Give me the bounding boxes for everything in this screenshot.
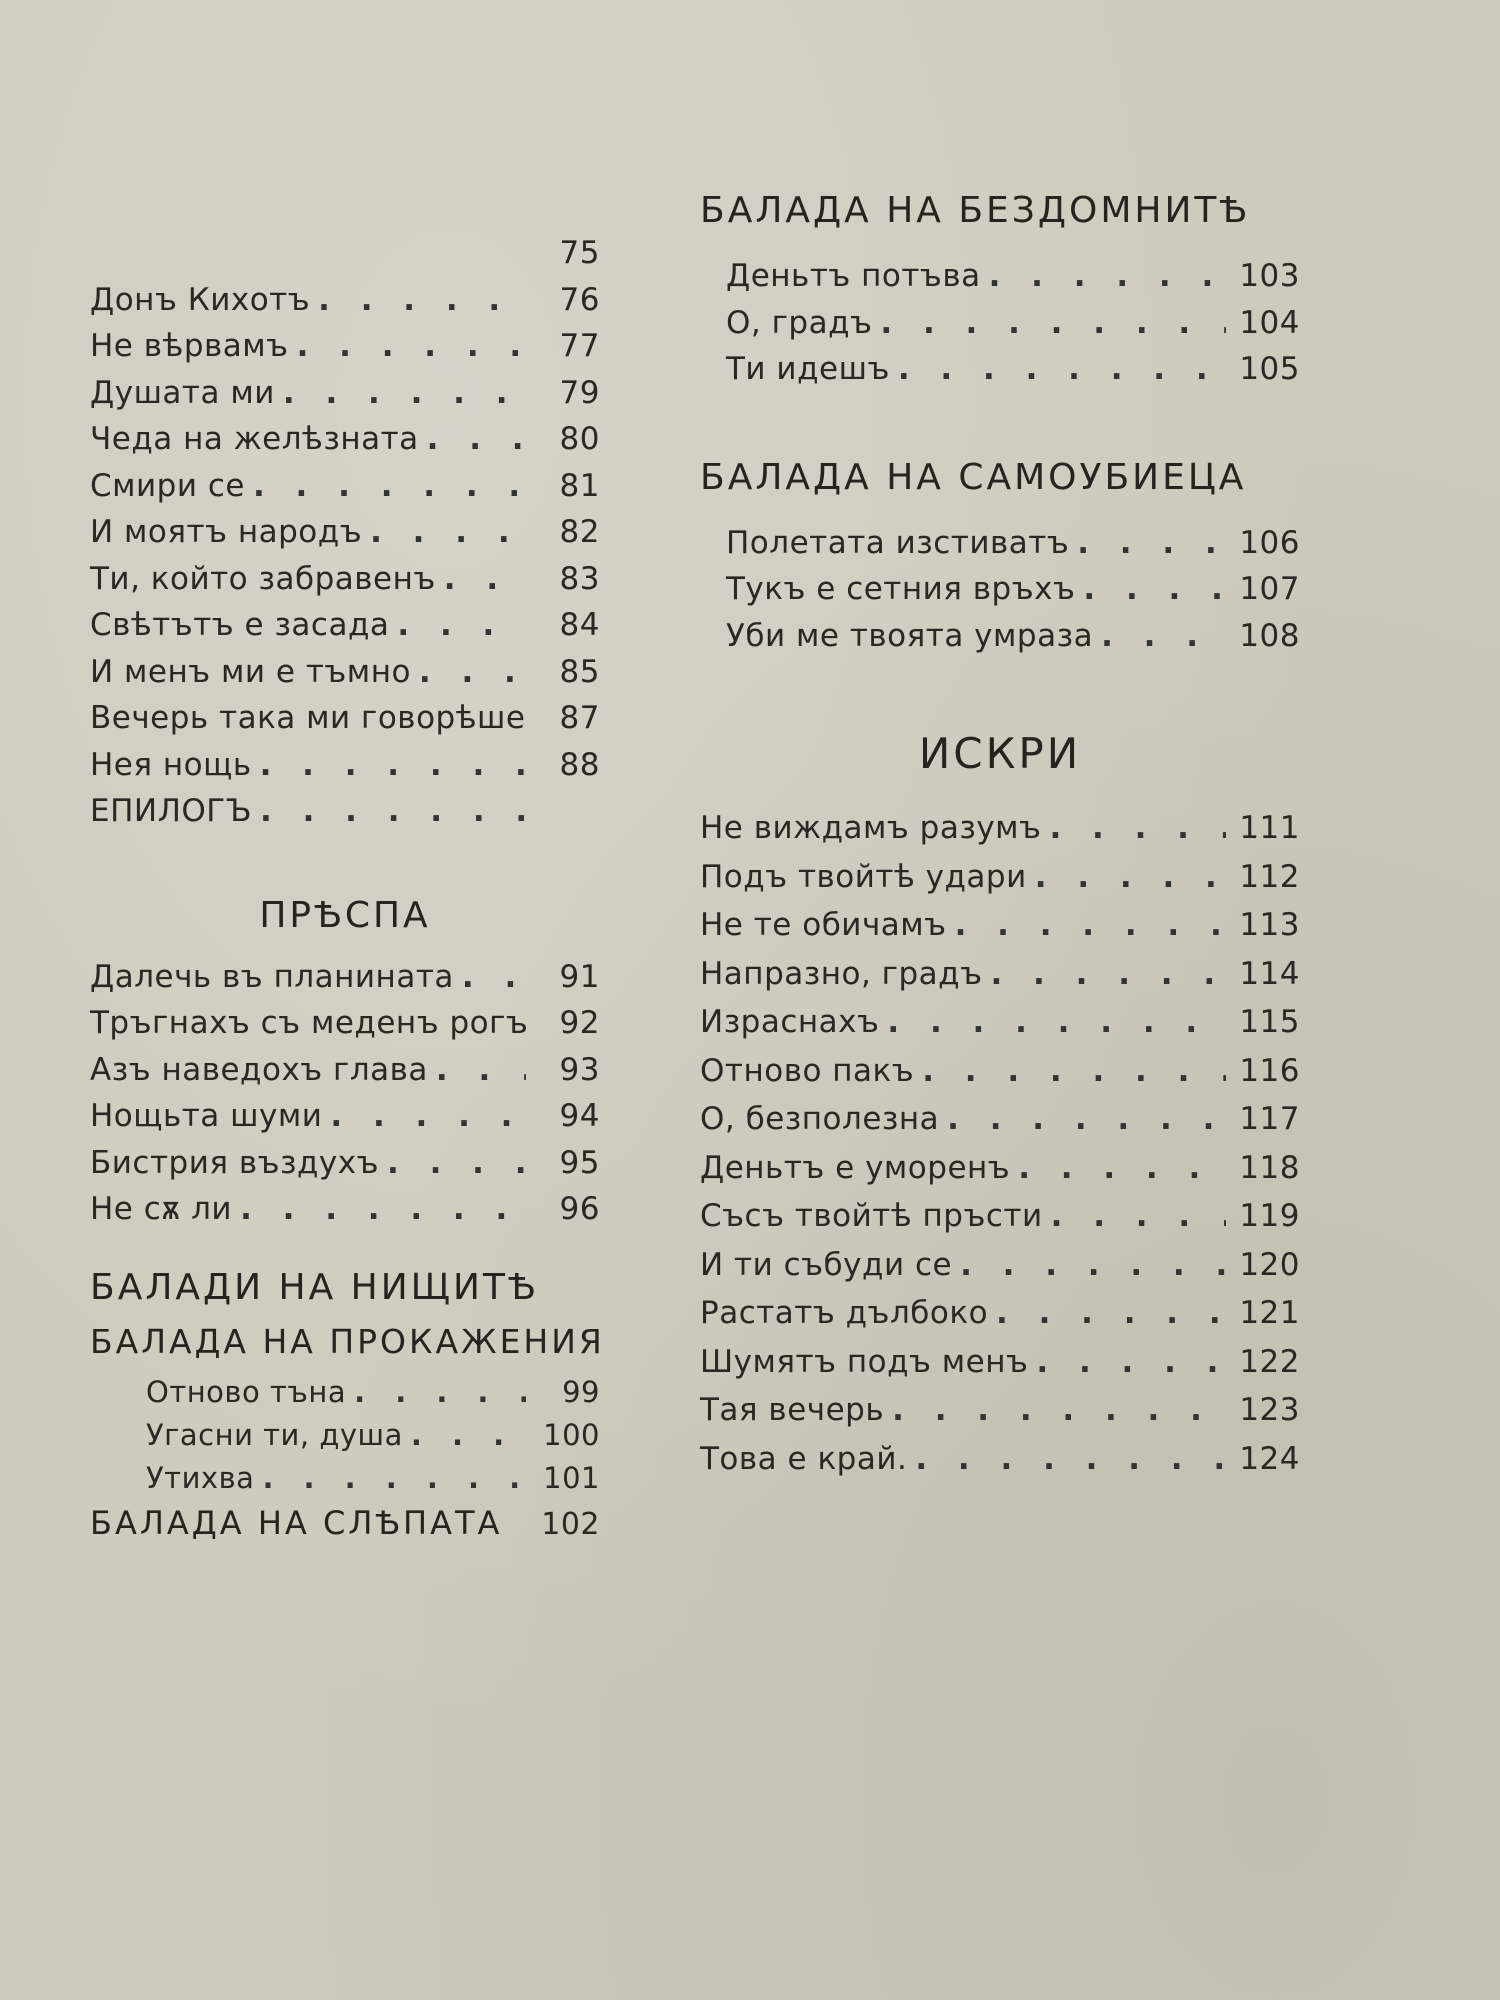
toc-entry-page: 103 xyxy=(1239,258,1300,294)
leader-dots xyxy=(1077,520,1226,567)
toc-entry xyxy=(90,742,600,789)
toc-entry-page: 95 xyxy=(559,1144,600,1181)
toc-entry xyxy=(700,613,1300,660)
toc-entry-page: 99 xyxy=(562,1374,600,1409)
leader-dots xyxy=(880,300,1226,347)
leader-dots xyxy=(387,1140,526,1187)
leader-dots xyxy=(1049,804,1226,853)
toc-entry-page: 105 xyxy=(1239,351,1300,387)
leader-dots xyxy=(354,1371,526,1414)
toc-entry-page: 107 xyxy=(1239,571,1300,607)
toc-entry-page: 113 xyxy=(1239,907,1300,943)
toc-entry xyxy=(90,1047,600,1094)
leader-dots xyxy=(262,1457,526,1500)
leader-dots xyxy=(947,1095,1226,1144)
toc-entry xyxy=(700,346,1300,393)
leader-dots xyxy=(397,602,526,649)
toc-entry-title: Отново тъна xyxy=(146,1374,347,1409)
leader-dots xyxy=(370,509,526,556)
leader-dots xyxy=(318,277,526,324)
toc-entry xyxy=(700,998,1300,1047)
toc-entry-title: Душата ми xyxy=(90,374,275,411)
toc-entry-title: Съсъ твойтѣ пръсти xyxy=(700,1198,1043,1234)
toc-entry-title: Деньтъ е уморенъ xyxy=(700,1149,1011,1186)
toc-entry-page: 117 xyxy=(1239,1101,1300,1137)
toc-entry xyxy=(90,1186,600,1233)
toc-entry-title: Вечерь така ми говорѣше xyxy=(90,700,526,736)
toc-entry-page: 87 xyxy=(559,700,600,736)
toc-entry-title: Израснахъ xyxy=(700,1004,880,1040)
toc-entry-page: 77 xyxy=(559,328,600,364)
toc-entry xyxy=(90,1500,600,1549)
toc-entry-title: Утихва xyxy=(146,1460,255,1495)
toc-entry-title: Свѣтътъ е засада xyxy=(90,607,390,643)
leader-dots xyxy=(1101,613,1226,660)
toc-entry-page: 92 xyxy=(559,1005,600,1041)
toc-entry-title: Шумятъ подъ менъ xyxy=(700,1343,1029,1380)
toc-entry xyxy=(90,1093,600,1140)
leader-dots xyxy=(989,253,1226,300)
toc-entry-page: 83 xyxy=(559,560,600,597)
toc-entry xyxy=(90,788,600,835)
leader-dots xyxy=(427,416,526,463)
toc-entry xyxy=(90,602,600,649)
toc-entry-page: 93 xyxy=(559,1051,600,1088)
leader-dots xyxy=(1083,566,1226,613)
toc-entry-page: 111 xyxy=(1239,810,1300,846)
toc-entry-title: Тръгнахъ съ меденъ рогъ xyxy=(90,1005,529,1041)
section-heading-bezdomni: БАЛАДА НА БЕЗДОМНИТѢ xyxy=(700,190,1251,231)
leader-dots xyxy=(330,1093,526,1140)
toc-entry-title: Уби ме твоята умраза xyxy=(726,617,1094,654)
toc-entry-page: 121 xyxy=(1239,1295,1300,1331)
toc-entry-title: Угасни ти, душа xyxy=(146,1417,403,1452)
toc-entry-page: 84 xyxy=(559,607,600,643)
toc-entry-title: Чеда на желѣзната xyxy=(90,421,419,457)
toc-entry xyxy=(700,950,1300,999)
toc-entry xyxy=(90,1140,600,1187)
toc-entry xyxy=(700,1289,1300,1338)
toc-entry-title: Подъ твойтѣ удари xyxy=(700,858,1027,895)
section-heading-prespa: ПРѢСПА xyxy=(259,894,431,936)
toc-entry xyxy=(700,1338,1300,1387)
leader-dots xyxy=(898,346,1226,393)
leader-dots xyxy=(436,1047,526,1094)
toc-entry xyxy=(90,416,600,463)
toc-entry xyxy=(700,520,1300,567)
toc-entry-page: 116 xyxy=(1239,1052,1300,1089)
toc-entry xyxy=(700,804,1300,853)
leader-dots xyxy=(960,1241,1226,1290)
toc-entry-title: И ти събуди се xyxy=(700,1246,953,1283)
toc-entry-title: Това е край. xyxy=(700,1440,908,1477)
toc-entry xyxy=(700,1386,1300,1435)
toc-entry-page: 100 xyxy=(543,1417,600,1452)
toc-entry-page: 80 xyxy=(559,421,600,457)
toc-entry-page: 114 xyxy=(1239,955,1300,992)
toc-entry-title: Не вѣрвамъ xyxy=(90,328,289,364)
toc-entry-page: 122 xyxy=(1239,1343,1300,1380)
toc-entry xyxy=(700,1047,1300,1096)
toc-entry-page: 120 xyxy=(1239,1246,1300,1283)
leader-dots xyxy=(1035,853,1226,902)
toc-entry-title: БАЛАДА НА СЛѢПАТА xyxy=(90,1503,503,1542)
toc-entry xyxy=(90,1371,600,1414)
toc-entry xyxy=(700,1144,1300,1193)
toc-entry-title: Азъ наведохъ глава xyxy=(90,1051,428,1088)
toc-entry-page: 76 xyxy=(559,281,600,318)
toc-entry-title: Далечь въ планината xyxy=(90,958,454,995)
toc-entry-title: Нощьта шуми xyxy=(90,1098,323,1134)
toc-entry-title: О, градъ xyxy=(726,304,873,341)
toc-entry-title: Отново пакъ xyxy=(700,1052,915,1089)
left-column xyxy=(90,230,605,1548)
toc-entry xyxy=(90,370,600,417)
toc-entry-title: Нея нощь xyxy=(90,746,252,783)
toc-entry-title: Донъ Кихотъ xyxy=(90,281,311,318)
toc-list-prokazhenia xyxy=(90,1371,600,1500)
leader-dots xyxy=(297,323,526,370)
toc-entry-page: 102 xyxy=(541,1506,600,1542)
toc-entry xyxy=(90,509,600,556)
toc-entry-page: 79 xyxy=(559,374,600,411)
leader-dots xyxy=(411,1414,526,1457)
toc-entry xyxy=(90,1457,600,1500)
toc-list-slepata xyxy=(90,1500,600,1549)
toc-entry xyxy=(90,1000,600,1047)
toc-entry-page: 108 xyxy=(1239,617,1300,654)
toc-entry xyxy=(90,695,600,742)
toc-entry-title: Не виждамъ разумъ xyxy=(700,810,1042,846)
toc-entry-page: 106 xyxy=(1239,524,1300,561)
toc-entry xyxy=(700,1241,1300,1290)
toc-entry-page: 119 xyxy=(1239,1198,1300,1234)
toc-entry-title: О, безполезна xyxy=(700,1101,940,1137)
toc-entry xyxy=(700,1435,1300,1484)
toc-entry-title: Тая вечерь xyxy=(700,1392,885,1428)
toc-entry xyxy=(700,300,1300,347)
toc-entry-page: 101 xyxy=(543,1460,600,1495)
toc-entry-page: 88 xyxy=(559,746,600,783)
leader-dots xyxy=(1036,1338,1226,1387)
toc-entry-page: 75 xyxy=(559,235,600,271)
toc-entry-page: 118 xyxy=(1239,1149,1300,1186)
right-column xyxy=(700,190,1300,1483)
toc-entry-title: Бистрия въздухъ xyxy=(90,1144,380,1181)
toc-entry-page: 82 xyxy=(559,514,600,550)
toc-entry-title: Смири се xyxy=(90,467,245,504)
leader-dots xyxy=(444,556,526,603)
leader-dots xyxy=(260,788,526,835)
toc-entry-page: 85 xyxy=(559,653,600,690)
leader-dots xyxy=(283,370,526,417)
leader-dots xyxy=(887,998,1226,1047)
toc-list-prespa xyxy=(90,954,600,1233)
leader-dots xyxy=(1018,1144,1226,1193)
toc-entry-title: Не сѫ ли xyxy=(90,1191,233,1227)
section-heading-iskri: ИСКРИ xyxy=(918,729,1082,778)
toc-entry xyxy=(90,649,600,696)
section-heading-baladi: БАЛАДИ НА НИЩИТѢ xyxy=(90,1266,539,1308)
toc-entry-title: Ти идешъ xyxy=(726,351,890,387)
toc-entry-title: Деньтъ потъва xyxy=(726,258,981,294)
leader-dots xyxy=(260,742,526,789)
toc-entry xyxy=(90,463,600,510)
toc-entry-page: 123 xyxy=(1239,1392,1300,1428)
leader-dots xyxy=(240,1186,526,1233)
toc-entry-title: Полетата изстиватъ xyxy=(726,524,1070,561)
section-heading-samoubieca: БАЛАДА НА САМОУБИЕЦА xyxy=(700,456,1247,498)
toc-list-iskri xyxy=(700,804,1300,1483)
sub-heading-prokazhenia: БАЛАДА НА ПРОКАЖЕНИЯ xyxy=(90,1321,605,1361)
leader-dots xyxy=(955,901,1226,950)
toc-entry-page: 115 xyxy=(1239,1004,1300,1040)
toc-entry-page: 96 xyxy=(559,1191,600,1227)
toc-list-samoubieca xyxy=(700,520,1300,660)
toc-list-top xyxy=(90,230,600,835)
toc-entry xyxy=(700,1192,1300,1241)
toc-entry-page: 91 xyxy=(559,958,600,995)
toc-entry xyxy=(700,566,1300,613)
toc-entry-page: 104 xyxy=(1239,304,1300,341)
toc-entry-title: И менъ ми е тъмно xyxy=(90,653,411,690)
toc-entry-title: ЕПИЛОГЪ xyxy=(90,793,253,829)
toc-entry-title: И моятъ народъ xyxy=(90,514,363,550)
toc-entry xyxy=(90,556,600,603)
toc-entry xyxy=(90,277,600,324)
toc-entry-title: Напразно, градъ xyxy=(700,955,983,992)
toc-entry xyxy=(90,954,600,1001)
leader-dots xyxy=(419,649,526,696)
toc-entry xyxy=(700,901,1300,950)
toc-entry xyxy=(700,253,1300,300)
toc-entry xyxy=(90,323,600,370)
toc-entry xyxy=(700,1095,1300,1144)
leader-dots xyxy=(253,463,526,510)
toc-entry-title: Не те обичамъ xyxy=(700,907,947,943)
toc-entry-title: Ти, който забравенъ xyxy=(90,560,436,597)
leader-dots xyxy=(462,954,526,1001)
toc-entry-title: Растатъ дълбоко xyxy=(700,1295,989,1331)
toc-entry-title: Тукъ е сетния връхъ xyxy=(726,571,1076,607)
toc-entry-page: 112 xyxy=(1239,858,1300,895)
leader-dots xyxy=(892,1386,1226,1435)
leader-dots xyxy=(996,1289,1226,1338)
toc-entry-page: 94 xyxy=(559,1098,600,1134)
leader-dots xyxy=(915,1435,1226,1484)
toc-entry-page: 124 xyxy=(1239,1440,1300,1477)
toc-entry xyxy=(90,1414,600,1457)
toc-entry xyxy=(700,853,1300,902)
toc-entry xyxy=(90,230,600,277)
toc-list-bezdomni xyxy=(700,253,1300,393)
leader-dots xyxy=(1051,1192,1226,1241)
toc-entry-page: 81 xyxy=(559,467,600,504)
leader-dots xyxy=(922,1047,1226,1096)
leader-dots xyxy=(990,950,1226,999)
